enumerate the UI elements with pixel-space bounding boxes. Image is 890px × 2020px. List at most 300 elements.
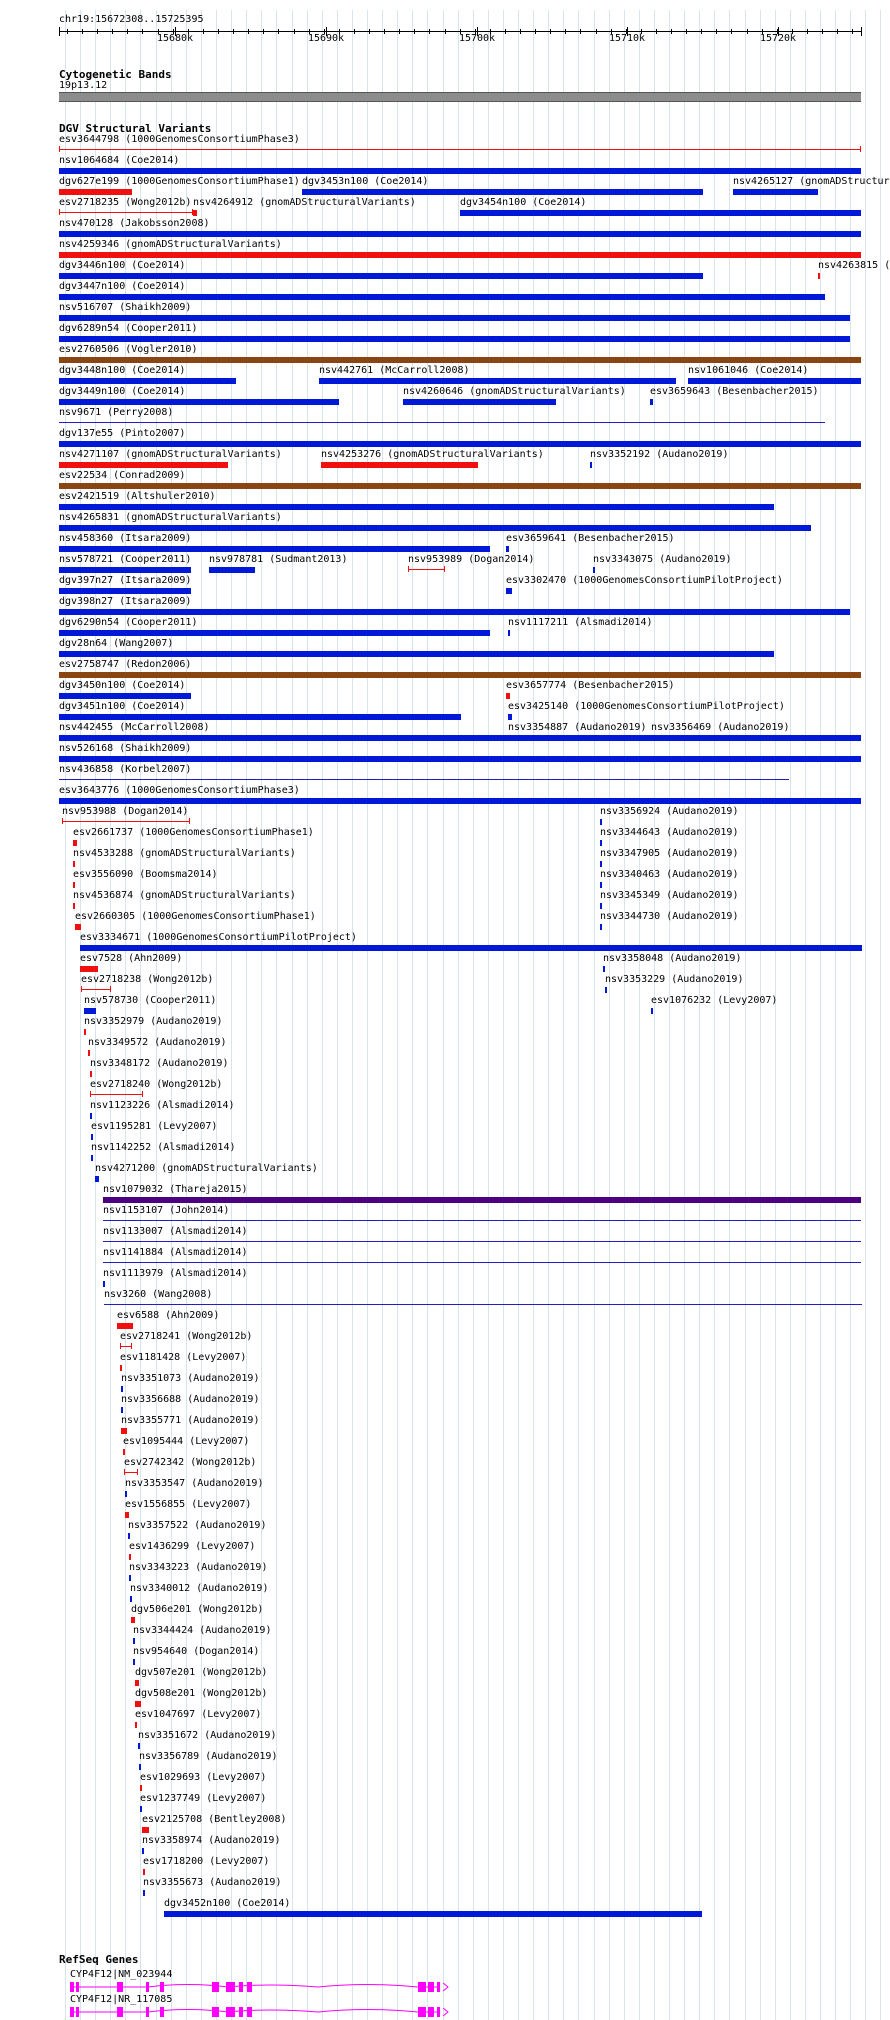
feature-label[interactable]: nsv1141884 (Alsmadi2014)	[103, 1247, 248, 1258]
feature-label[interactable]: dgv6289n54 (Cooper2011)	[59, 323, 198, 334]
feature-label[interactable]: nsv3340012 (Audano2019)	[130, 1583, 269, 1594]
feature-glyph[interactable]	[59, 693, 191, 699]
feature-label[interactable]: dgv398n27 (Itsara2009)	[59, 596, 192, 607]
feature-label[interactable]: nsv3353547 (Audano2019)	[125, 1478, 264, 1489]
feature-glyph[interactable]	[129, 1554, 131, 1560]
feature-label[interactable]: dgv3449n100 (Coe2014)	[59, 386, 186, 397]
feature-glyph[interactable]	[59, 273, 703, 279]
feature-label[interactable]: dgv3451n100 (Coe2014)	[59, 701, 186, 712]
feature-glyph[interactable]	[73, 840, 77, 846]
feature-glyph[interactable]	[59, 567, 191, 573]
feature-glyph[interactable]	[90, 1094, 143, 1095]
feature-glyph[interactable]	[59, 149, 861, 150]
feature-label[interactable]: esv1076232 (Levy2007)	[651, 995, 778, 1006]
ruler-tick-label: 15700k	[458, 33, 496, 44]
feature-label[interactable]: nsv3344643 (Audano2019)	[600, 827, 739, 838]
feature-label[interactable]: nsv953988 (Dogan2014)	[62, 806, 189, 817]
feature-label[interactable]: nsv578730 (Cooper2011)	[84, 995, 217, 1006]
ruler-minor-tick	[520, 29, 521, 34]
feature-label[interactable]: nsv526168 (Shaikh2009)	[59, 743, 192, 754]
feature-label[interactable]: nsv4533288 (gnomADStructuralVariants)	[73, 848, 296, 859]
gene-label[interactable]: CYP4F12|NM_023944	[70, 1969, 173, 1980]
feature-glyph[interactable]	[73, 861, 75, 867]
feature-glyph[interactable]	[506, 693, 510, 699]
feature-glyph[interactable]	[506, 588, 512, 594]
gene-label[interactable]: CYP4F12|NR_117085	[70, 1994, 173, 2005]
feature-label[interactable]: nsv1061046 (Coe2014)	[688, 365, 809, 376]
feature-label[interactable]: esv3334671 (1000GenomesConsortiumPilotProject)	[80, 932, 357, 943]
feature-glyph[interactable]	[121, 1386, 123, 1392]
feature-glyph[interactable]	[88, 1050, 90, 1056]
feature-glyph[interactable]	[59, 189, 132, 195]
ruler-minor-tick	[218, 29, 219, 34]
feature-glyph[interactable]	[319, 378, 676, 384]
feature-glyph[interactable]	[651, 1008, 653, 1014]
feature-glyph[interactable]	[59, 252, 861, 258]
feature-glyph[interactable]	[125, 1512, 129, 1518]
gene-exon	[146, 1982, 149, 1992]
feature-glyph[interactable]	[59, 609, 850, 615]
gene-exon	[160, 1982, 164, 1992]
feature-glyph[interactable]	[138, 1743, 140, 1749]
feature-glyph[interactable]	[81, 989, 111, 990]
feature-glyph[interactable]	[403, 399, 556, 405]
feature-end-mark	[189, 818, 190, 824]
feature-label[interactable]: nsv3353229 (Audano2019)	[605, 974, 744, 985]
ruler-minor-tick	[384, 29, 385, 34]
feature-label[interactable]: esv2758747 (Redon2006)	[59, 659, 192, 670]
feature-label[interactable]: nsv1123226 (Alsmadi2014)	[90, 1100, 235, 1111]
feature-glyph[interactable]	[135, 1701, 141, 1707]
feature-glyph[interactable]	[59, 483, 861, 489]
feature-label[interactable]: nsv470128 (Jakobsson2008)	[59, 218, 210, 229]
feature-end-mark	[408, 566, 409, 572]
feature-label[interactable]: esv2661737 (1000GenomesConsortiumPhase1)	[73, 827, 314, 838]
feature-glyph[interactable]	[140, 1785, 142, 1791]
feature-end-mark	[90, 1091, 91, 1097]
feature-glyph[interactable]	[91, 1155, 93, 1161]
feature-label[interactable]: nsv516707 (Shaikh2009)	[59, 302, 192, 313]
feature-label[interactable]: dgv3448n100 (Coe2014)	[59, 365, 186, 376]
feature-glyph[interactable]	[59, 756, 861, 762]
feature-label[interactable]: nsv3260 (Wang2008)	[104, 1289, 213, 1300]
feature-label[interactable]: nsv3357522 (Audano2019)	[128, 1520, 267, 1531]
ruler-minor-tick	[399, 29, 400, 34]
feature-glyph[interactable]	[59, 378, 236, 384]
cytoband-track-title: Cytogenetic Bands	[59, 68, 172, 81]
feature-glyph[interactable]	[59, 399, 339, 405]
feature-label[interactable]: esv1436299 (Levy2007)	[129, 1541, 256, 1552]
feature-glyph[interactable]	[128, 1533, 130, 1539]
feature-glyph[interactable]	[600, 840, 602, 846]
feature-glyph[interactable]	[95, 1176, 99, 1182]
feature-glyph[interactable]	[321, 462, 478, 468]
feature-label[interactable]: dgv508e201 (Wong2012b)	[135, 1688, 268, 1699]
feature-end-mark	[860, 146, 861, 152]
feature-glyph[interactable]	[59, 651, 774, 657]
feature-glyph[interactable]	[84, 1029, 86, 1035]
feature-glyph[interactable]	[688, 378, 861, 384]
feature-label[interactable]: nsv4271200 (gnomADStructuralVariants)	[95, 1163, 318, 1174]
ruler-minor-tick	[807, 29, 808, 34]
feature-label[interactable]: nsv3356688 (Audano2019)	[121, 1394, 260, 1405]
feature-label[interactable]: dgv3450n100 (Coe2014)	[59, 680, 186, 691]
feature-glyph[interactable]	[142, 1848, 144, 1854]
feature-glyph[interactable]	[209, 567, 255, 573]
ruler-minor-tick	[233, 29, 234, 34]
ruler-minor-tick	[701, 29, 702, 34]
feature-label[interactable]: esv1195281 (Levy2007)	[91, 1121, 218, 1132]
feature-glyph[interactable]	[59, 779, 789, 780]
gene-model[interactable]	[68, 1980, 468, 1994]
feature-glyph[interactable]	[506, 546, 509, 552]
feature-glyph[interactable]	[59, 336, 850, 342]
feature-label[interactable]: nsv3355673 (Audano2019)	[143, 1877, 282, 1888]
feature-glyph[interactable]	[135, 1680, 139, 1686]
feature-glyph[interactable]	[600, 903, 602, 909]
feature-label[interactable]: nsv1142252 (Alsmadi2014)	[91, 1142, 236, 1153]
feature-label[interactable]: nsv3358974 (Audano2019)	[142, 1835, 281, 1846]
feature-label[interactable]: nsv3356924 (Audano2019)	[600, 806, 739, 817]
feature-glyph[interactable]	[650, 399, 653, 405]
feature-glyph[interactable]	[408, 569, 445, 570]
feature-label[interactable]: esv7528 (Ahn2009)	[80, 953, 183, 964]
ruler-minor-tick	[67, 29, 68, 34]
feature-label[interactable]: nsv4264912 (gnomADStructuralVariants)	[193, 197, 416, 208]
feature-glyph[interactable]	[90, 1113, 92, 1119]
feature-glyph[interactable]	[59, 462, 228, 468]
feature-glyph[interactable]	[140, 1806, 142, 1812]
feature-label[interactable]: dgv3446n100 (Coe2014)	[59, 260, 186, 271]
feature-glyph[interactable]	[59, 294, 825, 300]
feature-label[interactable]: nsv3351073 (Audano2019)	[121, 1373, 260, 1384]
ruler-minor-tick	[565, 29, 566, 34]
feature-glyph[interactable]	[73, 882, 75, 888]
feature-end-mark	[124, 1469, 125, 1475]
gene-exon	[117, 2007, 123, 2017]
feature-label[interactable]: esv2742342 (Wong2012b)	[124, 1457, 257, 1468]
feature-label[interactable]: nsv4263815 (	[818, 260, 890, 271]
feature-glyph[interactable]	[124, 1472, 138, 1473]
feature-glyph[interactable]	[130, 1596, 132, 1602]
feature-label[interactable]: nsv3352192 (Audano2019)	[590, 449, 729, 460]
feature-label[interactable]: nsv4265127 (gnomADStructur	[733, 176, 890, 187]
feature-glyph[interactable]	[80, 966, 98, 972]
feature-glyph[interactable]	[80, 945, 862, 951]
feature-label[interactable]: esv1556855 (Levy2007)	[125, 1499, 252, 1510]
feature-glyph[interactable]	[120, 1365, 122, 1371]
gene-model[interactable]	[68, 2005, 468, 2019]
feature-glyph[interactable]	[139, 1764, 141, 1770]
ruler-end-tick	[59, 27, 60, 36]
feature-label[interactable]: nsv458360 (Itsara2009)	[59, 533, 192, 544]
feature-label[interactable]: dgv627e199 (1000GenomesConsortiumPhase1)	[59, 176, 300, 187]
feature-label[interactable]: dgv28n64 (Wang2007)	[59, 638, 174, 649]
feature-glyph[interactable]	[73, 903, 75, 909]
feature-label[interactable]: nsv3347905 (Audano2019)	[600, 848, 739, 859]
feature-label[interactable]: nsv4536874 (gnomADStructuralVariants)	[73, 890, 296, 901]
feature-label[interactable]: nsv1064684 (Coe2014)	[59, 155, 180, 166]
feature-label[interactable]: nsv3352979 (Audano2019)	[84, 1016, 223, 1027]
feature-label[interactable]: esv2760506 (Vogler2010)	[59, 344, 198, 355]
feature-label[interactable]: nsv1117211 (Alsmadi2014)	[508, 617, 653, 628]
feature-glyph[interactable]	[59, 231, 861, 237]
ruler-minor-tick	[671, 29, 672, 34]
feature-glyph[interactable]	[651, 735, 653, 741]
feature-label[interactable]: nsv1153107 (John2014)	[103, 1205, 230, 1216]
feature-end-mark	[120, 1343, 121, 1349]
feature-glyph[interactable]	[733, 189, 818, 195]
feature-glyph[interactable]	[59, 525, 811, 531]
feature-glyph[interactable]	[91, 1134, 93, 1140]
feature-label[interactable]: nsv3343223 (Audano2019)	[129, 1562, 268, 1573]
feature-label[interactable]: nsv3344730 (Audano2019)	[600, 911, 739, 922]
ruler-minor-tick	[354, 29, 355, 34]
gene-exon	[428, 1982, 434, 1992]
feature-glyph[interactable]	[593, 567, 595, 573]
gene-exon	[70, 1982, 74, 1992]
feature-glyph[interactable]	[600, 924, 602, 930]
feature-glyph[interactable]	[131, 1617, 135, 1623]
feature-glyph[interactable]	[59, 546, 490, 552]
feature-label[interactable]: nsv3355771 (Audano2019)	[121, 1415, 260, 1426]
feature-label[interactable]: nsv953989 (Dogan2014)	[408, 554, 535, 565]
feature-glyph[interactable]	[62, 821, 190, 822]
feature-label[interactable]: nsv3351672 (Audano2019)	[138, 1730, 277, 1741]
ruler-minor-tick	[127, 29, 128, 34]
feature-glyph[interactable]	[75, 924, 81, 930]
feature-label[interactable]: nsv578721 (Cooper2011)	[59, 554, 192, 565]
feature-label[interactable]: nsv3345349 (Audano2019)	[600, 890, 739, 901]
feature-glyph[interactable]	[59, 315, 850, 321]
ruler-minor-tick	[731, 29, 732, 34]
feature-glyph[interactable]	[603, 966, 605, 972]
gene-exon	[70, 2007, 74, 2017]
refseq-track-title: RefSeq Genes	[59, 1953, 139, 1966]
feature-glyph[interactable]	[59, 504, 774, 510]
feature-label[interactable]: esv3644798 (1000GenomesConsortiumPhase3)	[59, 134, 300, 145]
ruler-minor-tick	[550, 29, 551, 34]
strand-arrow	[443, 2008, 448, 2016]
feature-glyph[interactable]	[508, 714, 512, 720]
gene-exon	[160, 2007, 164, 2017]
gene-exon	[212, 2007, 219, 2017]
feature-glyph[interactable]	[460, 210, 861, 216]
ruler-minor-tick	[263, 29, 264, 34]
ruler-end-tick	[861, 27, 862, 36]
feature-label[interactable]: esv2660305 (1000GenomesConsortiumPhase1)	[75, 911, 316, 922]
feature-label[interactable]: dgv6290n54 (Cooper2011)	[59, 617, 198, 628]
feature-glyph[interactable]	[59, 588, 191, 594]
gene-exon	[239, 2007, 243, 2017]
feature-glyph[interactable]	[121, 1428, 127, 1434]
feature-label[interactable]: nsv4253276 (gnomADStructuralVariants)	[321, 449, 544, 460]
gene-exon	[247, 1982, 252, 1992]
ruler-minor-tick	[596, 29, 597, 34]
feature-label[interactable]: nsv436858 (Korbel2007)	[59, 764, 192, 775]
feature-label[interactable]: dgv507e201 (Wong2012b)	[135, 1667, 268, 1678]
feature-label[interactable]: nsv442761 (McCarroll2008)	[319, 365, 470, 376]
feature-glyph[interactable]	[193, 210, 197, 216]
feature-glyph[interactable]	[103, 1241, 861, 1242]
feature-glyph[interactable]	[164, 1911, 702, 1917]
feature-label[interactable]: esv1095444 (Levy2007)	[123, 1436, 250, 1447]
gene-exon	[146, 2007, 149, 2017]
feature-glyph[interactable]	[143, 1869, 145, 1875]
feature-glyph[interactable]	[59, 422, 825, 423]
feature-label[interactable]: dgv3452n100 (Coe2014)	[164, 1898, 291, 1909]
feature-glyph[interactable]	[508, 735, 511, 741]
feature-label[interactable]: esv3659643 (Besenbacher2015)	[650, 386, 819, 397]
ruler-minor-tick	[716, 29, 717, 34]
feature-glyph[interactable]	[117, 1323, 133, 1329]
feature-label[interactable]: nsv1133007 (Alsmadi2014)	[103, 1226, 248, 1237]
dgv-track-title: DGV Structural Variants	[59, 122, 212, 135]
feature-label[interactable]: nsv3343075 (Audano2019)	[593, 554, 732, 565]
feature-label[interactable]: nsv3354887 (Audano2019)	[508, 722, 647, 733]
feature-label[interactable]: dgv397n27 (Itsara2009)	[59, 575, 192, 586]
feature-glyph[interactable]	[104, 1304, 862, 1305]
feature-label[interactable]: esv2421519 (Altshuler2010)	[59, 491, 216, 502]
feature-label[interactable]: nsv3356789 (Audano2019)	[139, 1751, 278, 1762]
feature-glyph[interactable]	[133, 1659, 135, 1665]
feature-label[interactable]: nsv4259346 (gnomADStructuralVariants)	[59, 239, 282, 250]
feature-glyph[interactable]	[59, 714, 461, 720]
ruler-minor-tick	[112, 29, 113, 34]
ruler-tick-label: 15680k	[156, 33, 194, 44]
feature-label[interactable]: nsv1079032 (Thareja2015)	[103, 1184, 248, 1195]
feature-label[interactable]: nsv954640 (Dogan2014)	[133, 1646, 260, 1657]
feature-glyph[interactable]	[125, 1491, 127, 1497]
feature-label[interactable]: esv1237749 (Levy2007)	[140, 1793, 267, 1804]
feature-label[interactable]: esv3659641 (Besenbacher2015)	[506, 533, 675, 544]
ruler-minor-tick	[278, 29, 279, 34]
feature-label[interactable]: esv2718235 (Wong2012b)	[59, 197, 192, 208]
feature-label[interactable]: esv2718238 (Wong2012b)	[81, 974, 214, 985]
ruler-minor-tick	[837, 29, 838, 34]
feature-label[interactable]: nsv4271107 (gnomADStructuralVariants)	[59, 449, 282, 460]
feature-glyph[interactable]	[103, 1197, 861, 1203]
feature-label[interactable]: esv3302470 (1000GenomesConsortiumPilotProject)	[506, 575, 783, 586]
feature-glyph[interactable]	[600, 882, 602, 888]
feature-label[interactable]: nsv3358048 (Audano2019)	[603, 953, 742, 964]
feature-glyph[interactable]	[129, 1575, 131, 1581]
feature-end-mark	[142, 1091, 143, 1097]
feature-glyph[interactable]	[600, 861, 602, 867]
feature-glyph[interactable]	[59, 441, 861, 447]
ruler-minor-tick	[822, 29, 823, 34]
feature-label[interactable]: nsv3348172 (Audano2019)	[90, 1058, 229, 1069]
feature-label[interactable]: nsv978781 (Sudmant2013)	[209, 554, 348, 565]
feature-glyph[interactable]	[302, 189, 703, 195]
feature-label[interactable]: esv2718240 (Wong2012b)	[90, 1079, 223, 1090]
feature-glyph[interactable]	[605, 987, 607, 993]
feature-label[interactable]: nsv3344424 (Audano2019)	[133, 1625, 272, 1636]
feature-end-mark	[62, 818, 63, 824]
feature-glyph[interactable]	[59, 168, 861, 174]
feature-glyph[interactable]	[133, 1638, 135, 1644]
feature-glyph[interactable]	[59, 798, 861, 804]
gene-exon	[247, 2007, 252, 2017]
feature-end-mark	[137, 1469, 138, 1475]
ruler-minor-tick	[445, 29, 446, 34]
feature-label[interactable]: esv2718241 (Wong2012b)	[120, 1331, 253, 1342]
feature-label[interactable]: nsv4260646 (gnomADStructuralVariants)	[403, 386, 626, 397]
feature-glyph[interactable]	[90, 1071, 92, 1077]
feature-label[interactable]: esv22534 (Conrad2009)	[59, 470, 186, 481]
feature-glyph[interactable]	[59, 212, 193, 213]
gene-intron-line	[70, 2010, 440, 2013]
gene-exon	[76, 2007, 79, 2017]
feature-glyph[interactable]	[59, 357, 861, 363]
feature-glyph[interactable]	[590, 462, 592, 468]
ruler-minor-tick	[580, 29, 581, 34]
feature-glyph[interactable]	[59, 672, 861, 678]
ruler-minor-tick	[429, 29, 430, 34]
ruler-minor-tick	[82, 29, 83, 34]
feature-glyph[interactable]	[59, 630, 490, 636]
feature-label[interactable]: esv1718200 (Levy2007)	[143, 1856, 270, 1867]
feature-glyph[interactable]	[508, 630, 510, 636]
gene-exon	[437, 2007, 440, 2017]
feature-label[interactable]: nsv3356469 (Audano2019)	[651, 722, 790, 733]
feature-label[interactable]: dgv3453n100 (Coe2014)	[302, 176, 429, 187]
feature-label[interactable]: nsv3349572 (Audano2019)	[88, 1037, 227, 1048]
feature-label[interactable]: esv1029693 (Levy2007)	[140, 1772, 267, 1783]
feature-glyph[interactable]	[84, 1008, 96, 1014]
feature-glyph[interactable]	[143, 1890, 145, 1896]
feature-glyph[interactable]	[103, 1220, 861, 1221]
feature-label[interactable]: esv1047697 (Levy2007)	[135, 1709, 262, 1720]
feature-label[interactable]: esv3425140 (1000GenomesConsortiumPilotProject)	[508, 701, 785, 712]
feature-label[interactable]: nsv4265831 (gnomADStructuralVariants)	[59, 512, 282, 523]
ruler-minor-tick	[142, 29, 143, 34]
gene-exon	[428, 2007, 434, 2017]
feature-glyph[interactable]	[818, 273, 820, 279]
ruler-minor-tick	[369, 29, 370, 34]
feature-glyph[interactable]	[121, 1407, 123, 1413]
feature-glyph[interactable]	[59, 735, 861, 741]
cytoband-bar[interactable]	[59, 92, 861, 102]
feature-label[interactable]: nsv442455 (McCarroll2008)	[59, 722, 210, 733]
feature-label[interactable]: esv3556090 (Boomsma2014)	[73, 869, 218, 880]
feature-label[interactable]: dgv506e201 (Wong2012b)	[131, 1604, 264, 1615]
feature-label[interactable]: esv3657774 (Besenbacher2015)	[506, 680, 675, 691]
ruler-minor-tick	[656, 29, 657, 34]
feature-label[interactable]: nsv1113979 (Alsmadi2014)	[103, 1268, 248, 1279]
feature-label[interactable]: dgv3454n100 (Coe2014)	[460, 197, 587, 208]
feature-label[interactable]: dgv137e55 (Pinto2007)	[59, 428, 186, 439]
feature-glyph[interactable]	[123, 1449, 125, 1455]
feature-label[interactable]: esv6588 (Ahn2009)	[117, 1310, 220, 1321]
feature-glyph[interactable]	[142, 1827, 149, 1833]
ruler-tick-label: 15710k	[608, 33, 646, 44]
feature-label[interactable]: dgv3447n100 (Coe2014)	[59, 281, 186, 292]
position-label: chr19:15672308..15725395	[59, 14, 204, 25]
gene-intron-line	[70, 1985, 440, 1988]
feature-glyph[interactable]	[600, 819, 602, 825]
feature-label[interactable]: esv3643776 (1000GenomesConsortiumPhase3)	[59, 785, 300, 796]
feature-label[interactable]: nsv9671 (Perry2008)	[59, 407, 174, 418]
feature-glyph[interactable]	[103, 1262, 861, 1263]
gene-exon	[76, 1982, 79, 1992]
feature-label[interactable]: esv1181428 (Levy2007)	[120, 1352, 247, 1363]
feature-label[interactable]: nsv3340463 (Audano2019)	[600, 869, 739, 880]
feature-end-mark	[59, 146, 60, 152]
feature-glyph[interactable]	[103, 1281, 105, 1287]
feature-glyph[interactable]	[135, 1722, 137, 1728]
feature-label[interactable]: esv2125708 (Bentley2008)	[142, 1814, 287, 1825]
